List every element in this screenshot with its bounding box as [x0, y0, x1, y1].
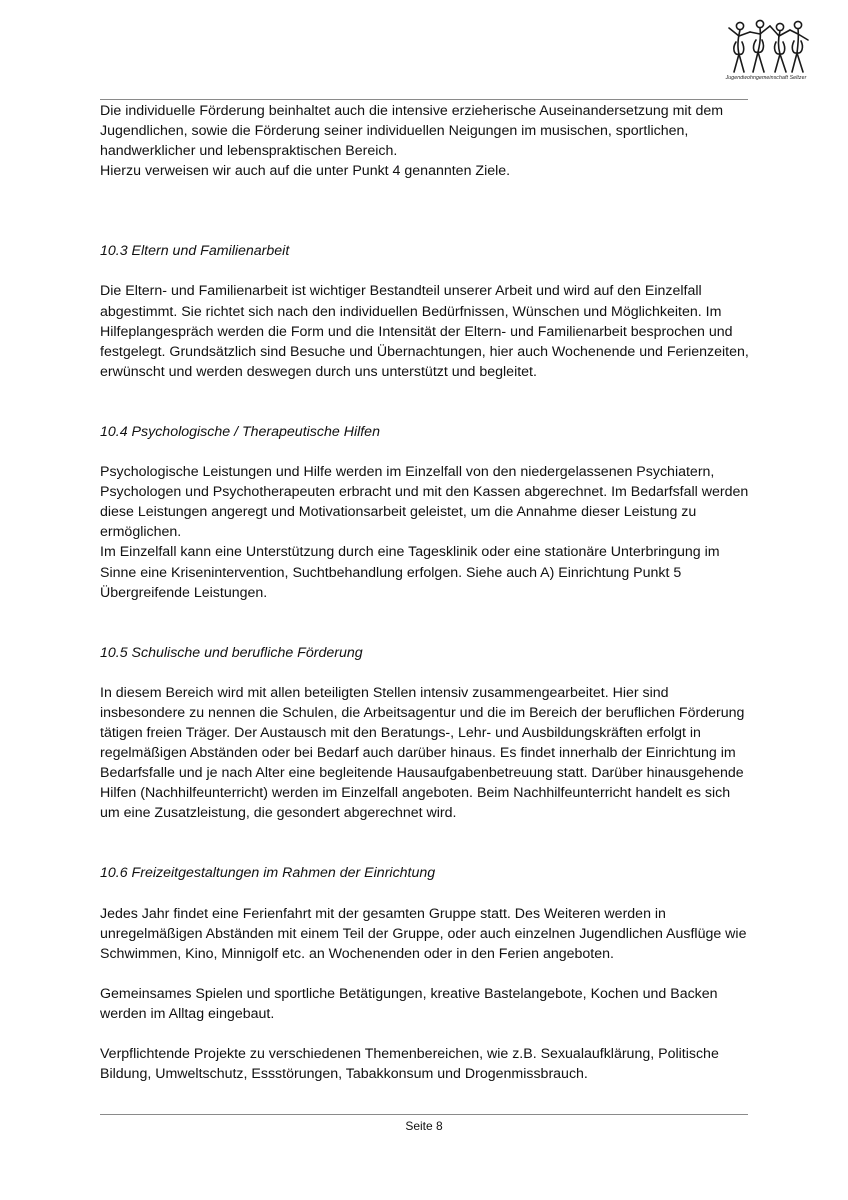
section-heading-10-6: 10.6 Freizeitgestaltungen im Rahmen der Einrichtung: [100, 865, 436, 882]
document-body: [100, 101, 750, 1084]
paragraph: Jedes Jahr findet eine Ferienfahrt mit der gesamten Gruppe statt. Des Weiteren werden in unregelmäßigen Abständen mit einem Teil der Gruppe, oder auch einzelnen Jugendlichen Ausflüge wie Schwimmen, Kino, Minnigolf etc. an Wochenenden oder in den Ferien angeboten.: [100, 905, 747, 962]
paragraph: Psychologische Leistungen und Hilfe werden im Einzelfall von den niedergelassenen Psychiatern, Psychologen und Psychotherapeuten erbracht und mit den Kassen abgerechnet. Im Bedarfsfall werden diese Leistungen angeregt und Motivationsarbeit geleistet, um die Annahme dieser Leistung zu ermöglichen.: [100, 464, 749, 541]
footer-divider: [100, 1114, 748, 1115]
page-number: Seite 8: [405, 1119, 443, 1133]
section-heading-10-4: 10.4 Psychologische / Therapeutische Hilfen: [100, 423, 380, 440]
section-heading-10-5: 10.5 Schulische und berufliche Förderung: [100, 644, 363, 661]
paragraph: Verpflichtende Projekte zu verschiedenen Themenbereichen, wie z.B. Sexualaufklärung, Politische Bildung, Umweltschutz, Essstörungen, Tabakkonsum und Drogenmissbrauch.: [100, 1046, 719, 1083]
dancing-figures-logo-icon: [720, 18, 812, 74]
section-heading-10-3: 10.3 Eltern und Familienarbeit: [100, 243, 290, 260]
paragraph: In diesem Bereich wird mit allen beteiligten Stellen intensiv zusammengearbeitet. Hier sind insbesondere zu nennen die Schulen, die Arbeitsagentur und die im Bereich der beruflichen Förderung tätigen freien Träger. Der Austausch mit den Beratungs-, Lehr- und Ausbildungskräften erfolgt in regelmäßigen Abständen oder bei Bedarf auch darüber hinaus. Es findet innerhalb der Einrichtung im Bedarfsfalle und je nach Alter eine begleitende Hausaufgabenbetreuung statt. Darüber hinausgehende Hilfen (Nachhilfeunterricht) werden im Einzelfall angeboten. Beim Nachhilfeunterricht handelt es sich um eine Zusatzleistung, die gesondert abgerechnet wird.: [100, 684, 745, 822]
paragraph: Im Einzelfall kann eine Unterstützung durch eine Tagesklinik oder eine stationäre Unterbringung im Sinne eine Krisenintervention, Suchtbehandlung erfolgen. Siehe auch A) Einrichtung Punkt 5 Übergreifende Leistungen.: [100, 544, 720, 601]
paragraph: Die individuelle Förderung beinhaltet auch die intensive erzieherische Auseinandersetzung mit dem Jugendlichen, sowie die Förderung seiner individuellen Neigungen im musischen, sportlichen, handwerklicher und lebenspraktischen Bereich.: [100, 103, 724, 160]
paragraph: Hierzu verweisen wir auch auf die unter Punkt 4 genannten Ziele.: [100, 163, 511, 180]
header-logo: [720, 18, 812, 86]
paragraph: Gemeinsames Spielen und sportliche Betätigungen, kreative Bastelangebote, Kochen und Backen werden im Alltag eingebaut.: [100, 985, 718, 1022]
header-divider: [100, 99, 748, 100]
logo-caption: Jugendwohngemeinschaft Seltzer: [725, 75, 807, 81]
paragraph: Die Eltern- und Familienarbeit ist wichtiger Bestandteil unserer Arbeit und wird auf den Einzelfall abgestimmt. Sie richtet sich nach den individuellen Bedürfnissen, Wünschen und Möglichkeiten. Im Hilfeplangespräch werden die Form und die Intensität der Eltern- und Familienarbeit besprochen und festgelegt. Grundsätzlich sind Besuche und Übernachtungen, hier auch Wochenende und Ferienzeiten, erwünscht und werden deswegen durch uns unterstützt und begleitet.: [100, 283, 749, 380]
